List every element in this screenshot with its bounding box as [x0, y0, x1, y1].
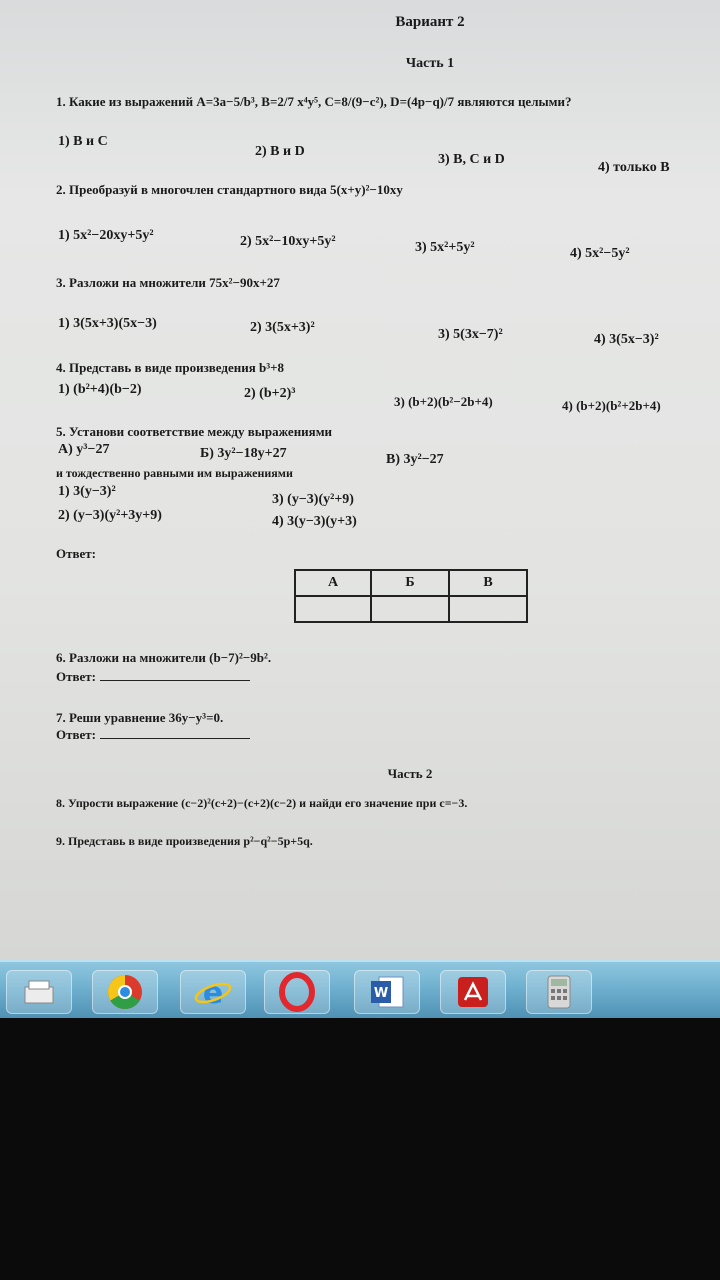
- q2-option-4: 4) 5x²−5y²: [570, 246, 630, 261]
- internet-explorer-icon: [193, 972, 233, 1012]
- monitor-bezel: [0, 1018, 720, 1280]
- svg-text:W: W: [373, 986, 389, 1001]
- svg-text:e: e: [202, 976, 224, 1011]
- answer-table-header-row: [295, 570, 527, 596]
- taskbar-chrome[interactable]: [92, 970, 158, 1014]
- q1-option-3: 3) B, C и D: [438, 152, 505, 167]
- q8-text: 8. Упрости выражение (c−2)²(c+2)−(c+2)(c−2) и найди его значение при c=−3.: [56, 796, 468, 810]
- chrome-icon: [105, 972, 145, 1012]
- taskbar-word[interactable]: [354, 970, 420, 1014]
- q1-option-2: 2) B и D: [255, 144, 305, 159]
- taskbar-file-manager[interactable]: [6, 970, 72, 1014]
- calculator-icon: [539, 972, 579, 1012]
- word-icon: [367, 972, 407, 1012]
- taskbar: [0, 960, 720, 1020]
- q3-option-1: 1) 3(5x+3)(5x−3): [58, 316, 157, 331]
- variant-title: Вариант 2: [395, 14, 465, 30]
- taskbar-acrobat[interactable]: [440, 970, 506, 1014]
- q3-option-3: 3) 5(3x−7)²: [438, 327, 503, 342]
- q5-option-4: 4) 3(y−3)(y+3): [272, 514, 357, 529]
- q2-text: 2. Преобразуй в многочлен стандартного вида 5(x+y)²−10xy: [56, 182, 403, 197]
- q3-option-2: 2) 3(5x+3)²: [250, 320, 315, 335]
- q7-answer: [56, 726, 250, 743]
- q6-answer: [56, 668, 250, 685]
- taskbar-internet-explorer[interactable]: [180, 970, 246, 1014]
- q5-answer-label: Ответ:: [56, 546, 97, 561]
- acrobat-icon: [453, 972, 493, 1012]
- part2-title: Часть 2: [387, 766, 433, 781]
- q5-text: 5. Установи соответствие между выражениями: [56, 424, 333, 439]
- q4-option-3: 3) (b+2)(b²−2b+4): [394, 394, 493, 409]
- q6-answer-label: Ответ:: [56, 669, 97, 684]
- q2-option-2: 2) 5x²−10xy+5y²: [240, 234, 336, 249]
- q5-expr-v: В) 3y²−27: [386, 452, 444, 467]
- q3-text: 3. Разложи на множители 75x²−90x+27: [56, 275, 280, 290]
- answer-header-v: В: [449, 570, 527, 596]
- q3-option-4: 4) 3(5x−3)²: [594, 332, 659, 347]
- file-manager-icon: [19, 977, 59, 1007]
- q5-expr-b: Б) 3y²−18y+27: [200, 446, 287, 461]
- q7-answer-label: Ответ:: [56, 727, 97, 742]
- q1-text: 1. Какие из выражений A=3a−5/b³, B=2/7 x⁴y⁵, C=8/(9−c²), D=(4p−q)/7 являются целыми?: [56, 94, 572, 109]
- q2-option-3: 3) 5x²+5y²: [415, 240, 475, 255]
- q1-option-1: 1) B и C: [58, 134, 108, 149]
- q4-option-1: 1) (b²+4)(b−2): [58, 382, 142, 397]
- q7-answer-line: [100, 726, 250, 739]
- q9-text: 9. Представь в виде произведения p²−q²−5p+5q.: [56, 834, 313, 848]
- q5-answer-table: [294, 569, 528, 623]
- q1-option-4: 4) только B: [598, 160, 670, 175]
- answer-header-b: Б: [371, 570, 449, 596]
- opera-icon: [277, 972, 317, 1012]
- q2-option-1: 1) 5x²−20xy+5y²: [58, 228, 154, 243]
- answer-cell-b: [371, 596, 449, 622]
- q4-option-2: 2) (b+2)³: [244, 386, 296, 401]
- part1-title: Часть 1: [405, 56, 455, 71]
- q5-expr-a: А) y³−27: [58, 442, 110, 457]
- q7-text: 7. Реши уравнение 36y−y³=0.: [56, 710, 224, 725]
- q4-text: 4. Представь в виде произведения b³+8: [56, 360, 285, 375]
- q5-option-1: 1) 3(y−3)²: [58, 484, 116, 499]
- answer-table-input-row: [295, 596, 527, 622]
- answer-cell-a: [295, 596, 371, 622]
- q4-option-4: 4) (b+2)(b²+2b+4): [562, 398, 661, 413]
- q6-answer-line: [100, 668, 250, 681]
- q5-option-3: 3) (y−3)(y²+9): [272, 492, 354, 507]
- q5-text2: и тождественно равными им выражениями: [56, 466, 293, 480]
- answer-header-a: А: [295, 570, 371, 596]
- taskbar-calculator[interactable]: [526, 970, 592, 1014]
- q6-text: 6. Разложи на множители (b−7)²−9b².: [56, 650, 272, 665]
- answer-cell-v: [449, 596, 527, 622]
- taskbar-opera[interactable]: [264, 970, 330, 1014]
- q5-option-2: 2) (y−3)(y²+3y+9): [58, 508, 162, 523]
